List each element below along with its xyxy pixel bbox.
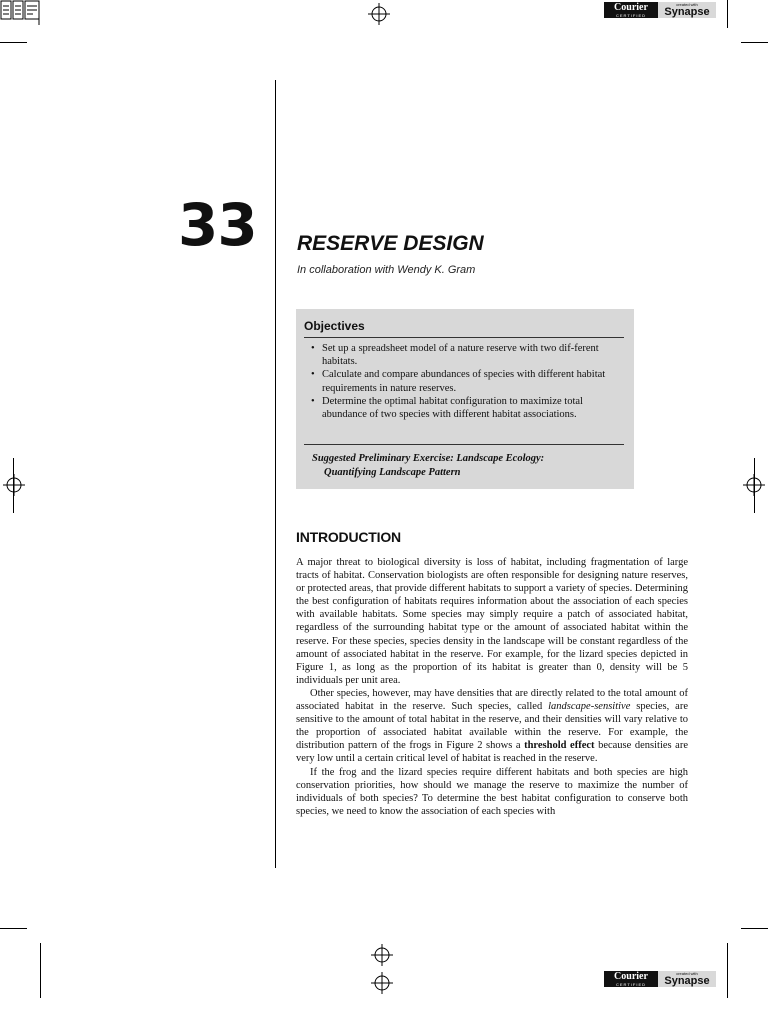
objective-item: • Set up a spreadsheet model of a nature reserve with two dif-ferent habitats. (311, 343, 599, 368)
bullet-icon: • (311, 395, 315, 407)
chapter-divider-rule (275, 80, 276, 868)
crop-mark (0, 42, 27, 43)
term-threshold-effect: threshold effect (524, 740, 595, 752)
courier-badge: Courier CERTIFIED (604, 2, 658, 18)
synapse-badge: created with Synapse (658, 971, 716, 987)
bullet-icon: • (311, 369, 315, 381)
courier-badge: Courier CERTIFIED (604, 971, 658, 987)
crop-mark (40, 943, 41, 998)
objectives-bottom-rule (304, 444, 624, 445)
crop-mark (727, 943, 728, 998)
paragraph: Other species, however, may have densities that are directly related to the total amount of associated habitat in the reserve. Such species, called landscape-sensitive species, are sensitive to the amount of total habitat in the reserve, and their densities will vary relative to the proportion of associated habitat available within the reserve. For example, the distribution pattern of the frogs in Figure 2 shows a threshold effect because densities are very low until a certain critical level of habitat is reached in the reserve. (296, 687, 689, 765)
objectives-heading: Objectives (304, 319, 365, 333)
registration-mark-icon (368, 3, 390, 25)
crop-mark (727, 0, 728, 28)
chapter-subtitle: In collaboration with Wendy K. Gram (297, 264, 476, 276)
objectives-list (310, 342, 628, 421)
document-pages-icon (0, 0, 44, 26)
crop-mark (741, 928, 768, 929)
objectives-top-rule (304, 337, 624, 338)
chapter-number: 33 (178, 191, 257, 259)
objectives-box (296, 309, 634, 489)
registration-mark-icon (371, 972, 393, 994)
registration-mark-icon (3, 474, 25, 496)
introduction-body (296, 556, 688, 818)
courier-synapse-badge-bottom (604, 971, 716, 987)
bullet-icon: • (311, 343, 315, 354)
chapter-title: RESERVE DESIGN (297, 232, 484, 255)
objective-item: • Determine the optimal habitat configuration to maximize total abundance of two species with different habitat associations. (311, 395, 583, 421)
objective-item: • Calculate and compare abundances of species with different habitat requirements in nature reserves. (311, 369, 606, 394)
preliminary-exercise-note: Suggested Preliminary Exercise: Landscape Ecology: Quantifying Landscape Pattern (312, 453, 545, 478)
term-landscape-sensitive: landscape-sensitive (548, 701, 631, 713)
registration-mark-icon (371, 944, 393, 966)
courier-synapse-badge-top (604, 2, 716, 18)
registration-mark-icon (743, 474, 765, 496)
paragraph: A major threat to biological diversity is loss of habitat, including fragmentation of large tracts of habitat. Conservation biologists are often responsible for designing nature reserves, or protected areas, that provide different habitats to support a variety of species. Determining the best configuration of habitats requires information about the association of each species with available habitats. Some species may simply require a patch of associated habitat, regardless of the surrounding habitat type or the amount of associated habitat within the reserve. For these species, species density in the landscape will be constant regardless of the amount of associated habitat in the reserve. For example, for the lizard species depicted in Figure 1, as long as the proportion of its habitat is greater than 0, density will be 5 individuals per unit area. (296, 557, 688, 686)
introduction-heading: INTRODUCTION (296, 529, 401, 545)
synapse-badge: created with Synapse (658, 2, 716, 18)
crop-mark (0, 928, 27, 929)
crop-mark (741, 42, 768, 43)
paragraph: If the frog and the lizard species require different habitats and both species are high conservation priorities, how should we manage the reserve to maximize the number of individuals of both species? To determine the best habitat configuration to conserve both species, we need to know the association of each species with (296, 766, 688, 817)
